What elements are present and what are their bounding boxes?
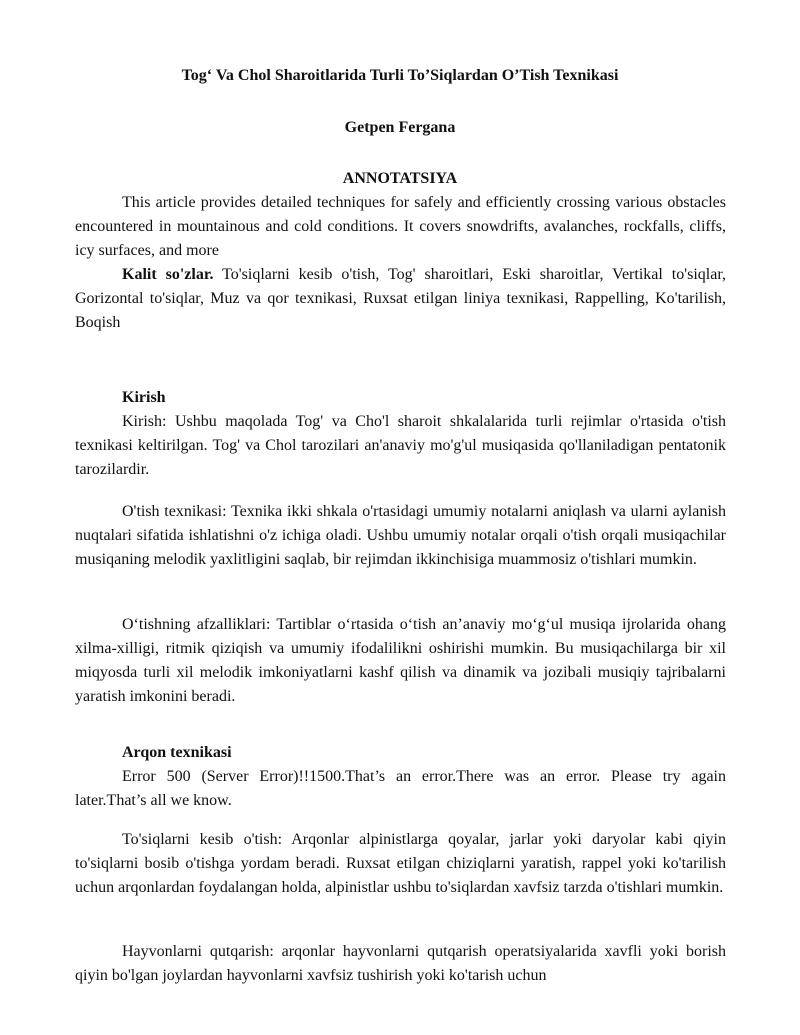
paragraph: O‘tishning afzalliklari: Tartiblar o‘rtasida o‘tish an’anaviy mo‘g‘ul musiqa ijrolarida ohang xilma-xilligi, ritmik qiziqish va umumiy ifodalilikni oshirishi mumkin. Bu musiqachilarga bir xil miqyosda turli xil melodik imkoniyatlarni kashf qilish va dinamik va jozibali musiqiy tajribalarni yaratish imkonini beradi.	[75, 616, 726, 705]
section-heading-arqon-texnikasi: Arqon texnikasi	[122, 744, 232, 761]
keywords-text: To'siqlarni kesib o'tish, Tog' sharoitlari, Eski sharoitlar, Vertikal to'siqlar, Gorizontal to'siqlar, Muz va qor texnikasi, Ruxsat etilgan liniya texnikasi, Rappelling, Ko'tarilish, Boqish	[75, 266, 726, 331]
paragraph: To'siqlarni kesib o'tish: Arqonlar alpinistlarga qoyalar, jarlar yoki daryolar kabi qiyin to'siqlarni bosib o'tishga yordam beradi. Ruxsat etilgan chiziqlarni yaratish, rappel yoki ko'tarilish uchun arqonlardan foydalangan holda, alpinistlar ushbu to'siqlardan xavfsiz tarzda o'tishlari mumkin.	[75, 831, 726, 896]
keywords-label: Kalit so'zlar.	[122, 266, 214, 283]
author-name: Getpen Fergana	[344, 119, 456, 136]
abstract-heading: ANNOTATSIYA	[342, 170, 458, 187]
keywords-paragraph	[75, 263, 726, 335]
document-title: Tog‘ Va Chol Sharoitlarida Turli To’Siqlardan O’Tish Texnikasi	[181, 67, 619, 84]
paragraph: Kirish: Ushbu maqolada Tog' va Cho'l sharoit shkalalarida turli rejimlar o'rtasida o'tish texnikasi keltirilgan. Tog' va Chol tarozilari an'anaviy mo'g'ul musiqasida qo'llaniladigan pentatonik tarozilardir.	[75, 413, 726, 478]
paragraph: Hayvonlarni qutqarish: arqonlar hayvonlarni qutqarish operatsiyalarida xavfli yoki borish qiyin bo'lgan joylardan hayvonlarni xavfsiz tushirish yoki ko'tarish uchun	[75, 943, 726, 984]
abstract-paragraph: This article provides detailed techniques for safely and efficiently crossing various obstacles encountered in mountainous and cold conditions. It covers snowdrifts, avalanches, rockfalls, cliffs, icy surfaces, and more	[75, 194, 726, 259]
paragraph: O'tish texnikasi: Texnika ikki shkala o'rtasidagi umumiy notalarni aniqlash va ularni aylanish nuqtalari sifatida ishlatishni o'z ichiga oladi. Ushbu umumiy notalar orqali o'tish orqali musiqachilar musiqaning melodik yaxlitligini saqlab, bir rejimdan ikkinchisiga muammosiz o'tishlari mumkin.	[75, 503, 726, 568]
paragraph: Error 500 (Server Error)!!1500.That’s an error.There was an error. Please try again later.That’s all we know.	[75, 768, 726, 809]
section-heading-kirish: Kirish	[122, 389, 166, 406]
